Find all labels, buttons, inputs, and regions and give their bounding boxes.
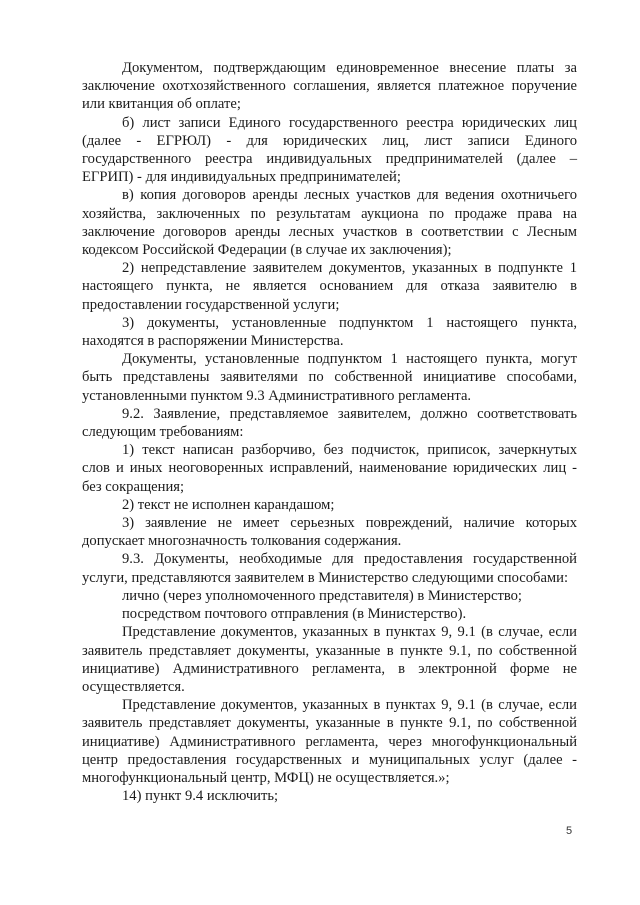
paragraph-electronic-form: Представление документов, указанных в пунктах 9, 9.1 (в случае, если заявитель представляет документы, указанные в пункте 9.1, по собственной инициативе) Административного регламента, в электронной форме не осуществляется. <box>82 624 577 695</box>
paragraph-requirement-1: 1) текст написан разборчиво, без подчисток, приписок, зачеркнутых слов и иных неоговоренных исправлений, наименование юридических лиц - без сокращения; <box>82 442 577 495</box>
paragraph-requirement-3: 3) заявление не имеет серьезных повреждений, наличие которых допускает многозначность толкования содержания. <box>82 515 577 550</box>
paragraph-mfc: Представление документов, указанных в пунктах 9, 9.1 (в случае, если заявитель представляет документы, указанные в пункте 9.1, по собственной инициативе) Административного регламента, через многофункциональный центр предоставления государственных и муниципальных услуг (далее - многофункциональный центр, МФЦ) не осуществляется.»; <box>82 697 577 786</box>
document-body <box>82 59 577 805</box>
paragraph-section-9-3: 9.3. Документы, необходимые для предоставления государственной услуги, представляются заявителем в Министерство следующими способами: <box>82 551 577 586</box>
paragraph-egrul-egrip: б) лист записи Единого государственного реестра юридических лиц (далее - ЕГРЮЛ) - для юридических лиц, лист записи Единого государственного реестра индивидуальных предпринимателей (далее – ЕГРИП) - для индивидуальных предпринимателей; <box>82 114 577 186</box>
paragraph-method-post: посредством почтового отправления (в Министерство). <box>122 606 467 623</box>
paragraph-own-initiative: Документы, установленные подпунктом 1 настоящего пункта, могут быть представлены заявителями по собственной инициативе способами, установленными пунктом 9.3 Административного регламента. <box>82 351 577 404</box>
paragraph-section-9-2: 9.2. Заявление, представляемое заявителем, должно соответствовать следующим требованиям: <box>82 405 577 441</box>
page-number: 5 <box>566 825 573 837</box>
paragraph-item-14: 14) пункт 9.4 исключить; <box>122 788 279 805</box>
paragraph-ministry-possession: 3) документы, установленные подпунктом 1 настоящего пункта, находятся в распоряжении Министерства. <box>82 314 577 350</box>
paragraph-payment-document: Документом, подтверждающим единовременное внесение платы за заключение охотхозяйственного соглашения, является платежное поручение или квитанция об оплате; <box>82 60 577 113</box>
paragraph-method-in-person: лично (через уполномоченного представителя) в Министерство; <box>122 587 522 604</box>
paragraph-non-submission: 2) непредставление заявителем документов, указанных в подпункте 1 настоящего пункта, не является основанием для отказа заявителю в предоставлении государственной услуги; <box>82 260 577 313</box>
paragraph-requirement-2: 2) текст не исполнен карандашом; <box>122 496 335 513</box>
paragraph-forest-lease: в) копия договоров аренды лесных участков для ведения охотничьего хозяйства, заключенных по результатам аукциона по продаже права на заключение договоров аренды лесных участков в соответствии с Лесным кодексом Российской Федерации (в случае их заключения); <box>82 187 577 259</box>
